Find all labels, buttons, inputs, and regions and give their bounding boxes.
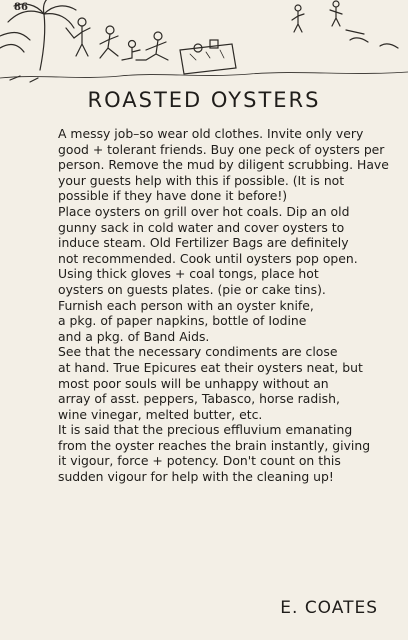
text-line: A messy job–so wear old clothes. Invite only very [58,126,364,141]
paragraph-furnish [22,298,394,345]
text-line: oysters on guests plates. (pie or cake tins). [58,281,326,297]
text-line: See that the necessary condiments are close [58,344,338,360]
author-signature: E. COATES [280,598,378,618]
text-line: wine vinegar, melted butter, etc. [58,406,263,422]
text-line: sudden vigour for help with the cleaning up! [58,469,334,485]
paragraph-grill [22,204,394,266]
text-line: person. Remove the mud by diligent scrubbing. Have [58,157,389,173]
page-number: 86 [14,2,28,13]
text-line: Furnish each person with an oyster knife, [58,297,314,313]
text-line: array of asst. peppers, Tabasco, horse radish, [58,391,340,407]
text-line: most poor souls will be unhappy without an [58,375,329,391]
beach-party-illustration [0,0,408,88]
text-line: and a pkg. of Band Aids. [58,328,210,344]
text-line: Using thick gloves + coal tongs, place hot [58,266,319,282]
text-line: not recommended. Cook until oysters pop open. [58,250,358,266]
paragraph-effluvium [22,422,394,484]
text-line: at hand. True Epicures eat their oysters neat, but [58,359,363,375]
text-line: good + tolerant friends. Buy one peck of oysters per [58,141,385,157]
paragraph-serve [22,266,394,297]
paragraph-condiments [22,344,394,422]
recipe-title: ROASTED OYSTERS [87,88,321,112]
text-line: gunny sack in cold water and cover oysters to [58,219,345,235]
text-line: possible if they have done it before!) [58,188,288,204]
text-line: from the oyster reaches the brain instantly, giving [58,437,371,453]
text-line: Place oysters on grill over hot coals. Dip an old [58,203,350,219]
text-line: it vigour, force + potency. Don't count on this [58,453,341,469]
text-line: a pkg. of paper napkins, bottle of Iodine [58,313,307,329]
text-line: your guests help with this if possible. (It is not [58,172,345,188]
paragraph-intro [22,126,394,204]
recipe-body [22,126,394,485]
text-line: induce steam. Old Fertilizer Bags are definitely [58,235,349,251]
text-line: It is said that the precious effluvium emanating [58,422,353,438]
